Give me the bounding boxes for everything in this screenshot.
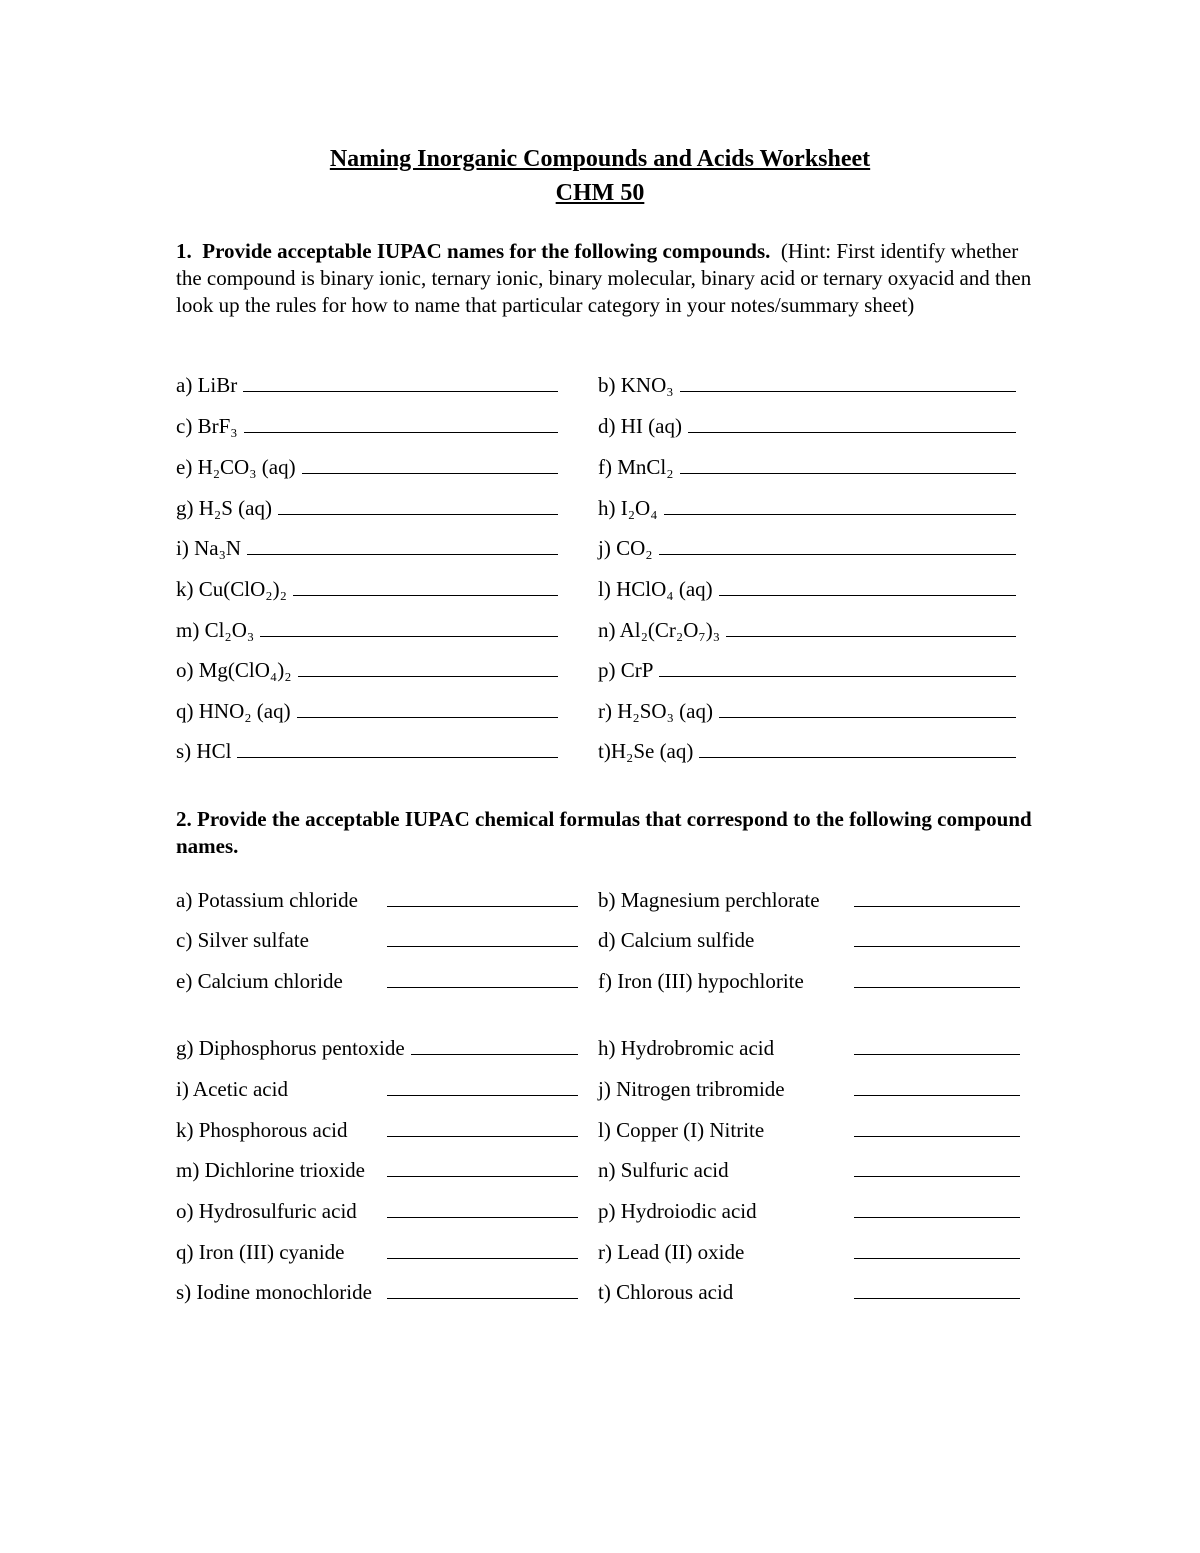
q2-answer-blank[interactable]	[854, 888, 1020, 907]
q1-answer-blank[interactable]	[237, 739, 558, 758]
q1-item-label: n) Al₂(Cr₂O₇)₃	[598, 618, 721, 642]
question-1-instruction: Provide acceptable IUPAC names for the following compounds.	[202, 239, 771, 263]
q2-item-label: j) Nitrogen tribromide	[598, 1077, 785, 1101]
q2-item	[598, 968, 1020, 994]
q2-item-label: c) Silver sulfate	[176, 928, 309, 952]
q2-item-label: f) Iron (III) hypochlorite	[598, 969, 804, 993]
q1-item	[176, 454, 558, 480]
q1-item	[176, 698, 558, 724]
q1-item-label: f) MnCl₂	[598, 455, 674, 479]
q1-answer-blank[interactable]	[699, 739, 1016, 758]
question-1-number: 1.	[176, 239, 192, 263]
q1-item-label: o) Mg(ClO₄)₂	[176, 658, 292, 682]
q2-item	[176, 1117, 578, 1143]
q1-answer-blank[interactable]	[302, 455, 558, 474]
q2-answer-blank[interactable]	[387, 1280, 578, 1299]
q1-item-label: b) KNO₃	[598, 373, 674, 397]
q2-item	[176, 887, 578, 913]
q1-item-label: e) H₂CO₃ (aq)	[176, 455, 296, 479]
q1-item	[598, 535, 1016, 561]
q1-item	[598, 495, 1016, 521]
q2-answer-blank[interactable]	[854, 969, 1020, 988]
q1-answer-blank[interactable]	[680, 373, 1016, 392]
q2-item	[598, 927, 1020, 953]
q1-answer-blank[interactable]	[659, 536, 1016, 555]
q1-item	[598, 454, 1016, 480]
q1-item-label: q) HNO₂ (aq)	[176, 699, 291, 723]
q2-answer-blank[interactable]	[854, 1280, 1020, 1299]
q2-answer-blank[interactable]	[854, 1036, 1020, 1055]
q1-item	[598, 413, 1016, 439]
q1-item-label: c) BrF₃	[176, 414, 238, 438]
q1-answer-blank[interactable]	[278, 496, 558, 515]
q2-item	[598, 887, 1020, 913]
q2-item-label: p) Hydroiodic acid	[598, 1199, 757, 1223]
q2-answer-blank[interactable]	[387, 888, 578, 907]
q2-answer-blank[interactable]	[387, 1158, 578, 1177]
q1-item-label: g) H₂S (aq)	[176, 496, 272, 520]
q1-answer-blank[interactable]	[298, 658, 558, 677]
q2-item	[176, 1076, 578, 1102]
q1-item	[598, 698, 1016, 724]
q2-item-label: d) Calcium sulfide	[598, 928, 755, 952]
q2-item-label: s) Iodine monochloride	[176, 1280, 372, 1304]
q1-item-label: j) CO₂	[598, 536, 653, 560]
course-code: CHM 50	[555, 180, 645, 206]
q2-answer-blank[interactable]	[387, 969, 578, 988]
q2-answer-blank[interactable]	[387, 1240, 578, 1259]
q2-item	[176, 927, 578, 953]
q1-answer-blank[interactable]	[659, 658, 1016, 677]
q2-item-label: r) Lead (II) oxide	[598, 1240, 745, 1264]
q1-item-label: s) HCl	[176, 739, 232, 763]
q2-answer-blank[interactable]	[387, 1118, 578, 1137]
q2-item-label: b) Magnesium perchlorate	[598, 888, 820, 912]
q1-answer-blank[interactable]	[719, 577, 1016, 596]
q1-item	[176, 413, 558, 439]
q1-item	[176, 617, 558, 643]
q1-item	[176, 657, 558, 683]
q1-answer-blank[interactable]	[293, 577, 558, 596]
question-1-prompt	[176, 238, 1036, 319]
q2-item-label: q) Iron (III) cyanide	[176, 1240, 345, 1264]
q2-item-label: o) Hydrosulfuric acid	[176, 1199, 357, 1223]
q1-answer-blank[interactable]	[244, 414, 558, 433]
q2-answer-blank[interactable]	[854, 1199, 1020, 1218]
q1-answer-blank[interactable]	[247, 536, 558, 555]
q2-item	[176, 1198, 578, 1224]
q2-item	[598, 1076, 1020, 1102]
q2-item-label: l) Copper (I) Nitrite	[598, 1118, 765, 1142]
q2-item	[176, 1279, 578, 1305]
q2-answer-blank[interactable]	[387, 1199, 578, 1218]
q2-item-label: i) Acetic acid	[176, 1077, 288, 1101]
q2-answer-blank[interactable]	[854, 1118, 1020, 1137]
q1-item-label: p) CrP	[598, 658, 654, 682]
q1-item	[176, 535, 558, 561]
q2-answer-blank[interactable]	[854, 1077, 1020, 1096]
q2-item	[176, 1239, 578, 1265]
q1-answer-blank[interactable]	[688, 414, 1016, 433]
q2-item	[598, 1279, 1020, 1305]
q1-item	[598, 617, 1016, 643]
q1-answer-blank[interactable]	[680, 455, 1016, 474]
q1-answer-blank[interactable]	[260, 618, 558, 637]
q2-item-label: g) Diphosphorus pentoxide	[176, 1036, 405, 1060]
q2-item	[598, 1239, 1020, 1265]
q1-item-label: d) HI (aq)	[598, 414, 682, 438]
q2-answer-blank[interactable]	[854, 1158, 1020, 1177]
q2-answer-blank[interactable]	[411, 1036, 578, 1055]
q2-item-label: n) Sulfuric acid	[598, 1158, 729, 1182]
q2-item-label: t) Chlorous acid	[598, 1280, 734, 1304]
q1-item	[176, 372, 558, 398]
q1-item-label: h) I₂O₄	[598, 496, 658, 520]
q2-answer-blank[interactable]	[387, 1077, 578, 1096]
q1-item-label: i) Na₃N	[176, 536, 242, 560]
q2-item-label: m) Dichlorine trioxide	[176, 1158, 365, 1182]
q2-item	[176, 1035, 578, 1061]
q1-item-label: l) HClO₄ (aq)	[598, 577, 713, 601]
q2-item	[176, 1157, 578, 1183]
q2-item-label: e) Calcium chloride	[176, 969, 343, 993]
question-1-hint: (Hint: First identify whether the compound is binary ionic, ternary ionic, binary molecular, binary acid or ternary oxyacid and then look up the rules for how to name that particular category in your notes/summary sheet)	[176, 239, 1032, 317]
q2-answer-blank[interactable]	[387, 928, 578, 947]
q1-item	[176, 738, 558, 764]
q1-answer-blank[interactable]	[664, 496, 1016, 515]
q2-item	[598, 1035, 1020, 1061]
q1-item	[176, 495, 558, 521]
q2-answer-blank[interactable]	[854, 1240, 1020, 1259]
q1-answer-blank[interactable]	[719, 699, 1016, 718]
q1-item	[598, 657, 1016, 683]
q1-item	[176, 576, 558, 602]
q2-item	[598, 1117, 1020, 1143]
q1-item-label: k) Cu(ClO₂)₂	[176, 577, 287, 601]
q1-item-label: r) H₂SO₃ (aq)	[598, 699, 713, 723]
q2-answer-blank[interactable]	[854, 928, 1020, 947]
q1-item	[598, 372, 1016, 398]
worksheet-title: Naming Inorganic Compounds and Acids Worksheet	[329, 146, 871, 172]
q2-item	[598, 1157, 1020, 1183]
q2-item-label: a) Potassium chloride	[176, 888, 358, 912]
question-2-prompt: 2. Provide the acceptable IUPAC chemical formulas that correspond to the following compound names.	[176, 807, 1032, 858]
q1-item-label: a) LiBr	[176, 373, 238, 397]
q1-answer-blank[interactable]	[297, 699, 558, 718]
q2-item	[598, 1198, 1020, 1224]
q2-item	[176, 968, 578, 994]
q1-item	[598, 576, 1016, 602]
q1-item-label: m) Cl₂O₃	[176, 618, 255, 642]
q2-item-label: k) Phosphorous acid	[176, 1118, 348, 1142]
q1-answer-blank[interactable]	[726, 618, 1016, 637]
q2-item-label: h) Hydrobromic acid	[598, 1036, 775, 1060]
q1-item	[598, 738, 1016, 764]
q1-item-label: t)H₂Se (aq)	[598, 739, 694, 763]
q1-answer-blank[interactable]	[243, 373, 558, 392]
